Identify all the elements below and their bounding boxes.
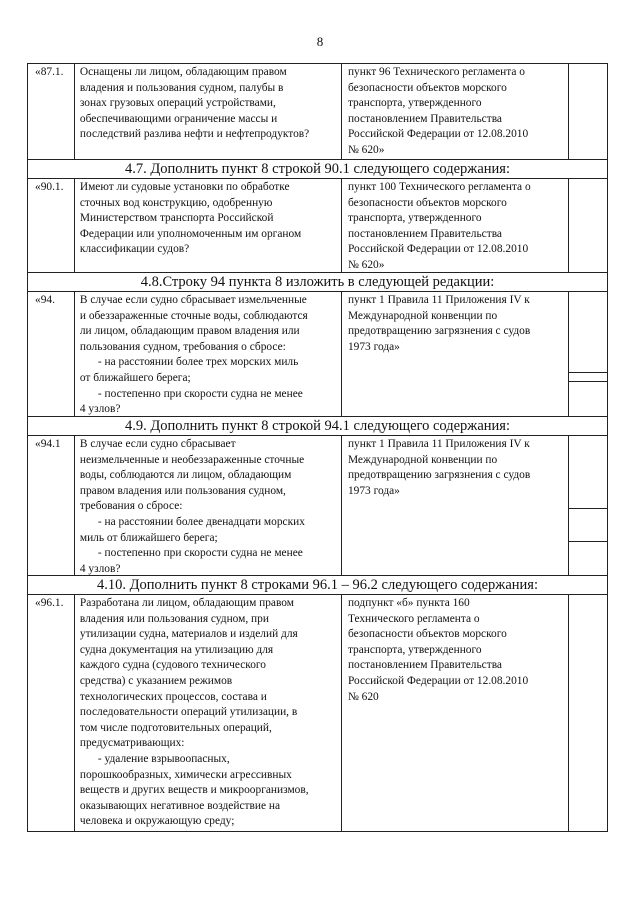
section-heading-4-9: 4.9. Дополнить пункт 8 строкой 94.1 следующего содержания: [27, 417, 608, 435]
reference-line: транспорта, утвержденного [347, 97, 482, 110]
question-line: утилизации судна, материалов и изделий для [79, 628, 298, 641]
reference-line: предотвращению загрязнения с судов [347, 325, 531, 338]
reference-cell [342, 595, 569, 831]
reference-line: предотвращению загрязнения с судов [347, 469, 531, 482]
question-line: том числе подготовительных операций, [79, 721, 272, 734]
question-line: требования о сбросе: [79, 500, 183, 513]
question-line: порошкообразных, химически агрессивных [79, 768, 292, 781]
question-line: правом владения или пользования судном, [79, 484, 286, 497]
reference-line: № 620 [347, 690, 379, 703]
row-number: «90.1. [28, 179, 75, 272]
reference-line: пункт 1 Правила 11 Приложения IV к [347, 438, 530, 450]
question-line: Министерством транспорта Российской [79, 212, 274, 225]
question-cell [75, 595, 342, 831]
question-line: Разработана ли лицом, обладающим правом [79, 597, 294, 609]
reference-line: транспорта, утвержденного [347, 643, 482, 656]
question-line: последовательности операций утилизации, в [79, 706, 298, 719]
answer-cell [569, 179, 607, 272]
reference-line: Международной конвенции по [347, 309, 498, 322]
question-line: и обеззараженные сточные воды, соблюдаются [79, 309, 308, 322]
table-row-94 [27, 291, 608, 417]
reference-cell [342, 292, 569, 416]
page-number: 8 [316, 34, 324, 49]
reference-line: Российской Федерации от 12.08.2010 [347, 128, 529, 141]
question-line: от ближайшего берега; [79, 371, 191, 384]
question-cell [75, 179, 342, 272]
reference-line: Международной конвенции по [347, 453, 498, 466]
checklist-table [27, 63, 608, 832]
question-line: владения или пользования судном, при [79, 612, 269, 625]
question-line: 4 узлов? [79, 562, 121, 575]
question-line: - на расстоянии более трех морских миль [97, 356, 299, 369]
row-number: «94.1 [28, 436, 75, 575]
reference-line: безопасности объектов морского [347, 196, 507, 209]
question-line: человека и окружающую среду; [79, 815, 235, 828]
question-line: - на расстоянии более двенадцати морских [97, 515, 305, 528]
reference-line: постановлением Правительства [347, 659, 502, 672]
reference-line: безопасности объектов морского [347, 81, 507, 94]
table-row-87-1 [27, 63, 608, 160]
question-line: веществ и других веществ и микроорганизмов, [79, 784, 309, 797]
answer-cell [569, 292, 607, 416]
question-line: классификации судов? [79, 243, 190, 256]
question-line: Федерации или уполномоченным им органом [79, 227, 302, 240]
question-line: миль от ближайшего берега; [79, 531, 218, 544]
reference-line: № 620» [347, 258, 385, 271]
reference-line: подпункт «б» пункта 160 [347, 597, 470, 609]
question-line: неизмельченные и необеззараженные сточные [79, 453, 305, 466]
question-line: - постепенно при скорости судна не менее [97, 547, 303, 560]
answer-cell [569, 595, 607, 831]
question-cell [75, 292, 342, 416]
table-row-90-1 [27, 178, 608, 273]
question-line: Оснащены ли лицом, обладающим правом [79, 66, 287, 78]
question-cell [75, 64, 342, 159]
answer-cell [569, 64, 607, 159]
question-line: обеспечивающими ограничение массы и [79, 112, 278, 125]
row-number: «87.1. [28, 64, 75, 159]
question-line: В случае если судно сбрасывает [79, 438, 236, 450]
reference-cell [342, 436, 569, 575]
reference-line: 1973 года» [347, 340, 400, 353]
question-line: сточных вод конструкцию, одобренную [79, 196, 273, 209]
reference-line: безопасности объектов морского [347, 628, 507, 641]
section-heading-4-10: 4.10. Дополнить пункт 8 строками 96.1 – 96.2 следующего содержания: [27, 576, 608, 594]
reference-line: 1973 года» [347, 484, 400, 497]
reference-line: постановлением Правительства [347, 112, 502, 125]
question-line: В случае если судно сбрасывает измельченные [79, 294, 307, 306]
reference-line: пункт 1 Правила 11 Приложения IV к [347, 294, 530, 306]
question-line: технологических процессов, состава и [79, 690, 267, 703]
row-number: «94. [28, 292, 75, 416]
question-line: - удаление взрывоопасных, [97, 752, 230, 765]
table-row-96-1 [27, 594, 608, 832]
question-line: пользования судном, требования о сбросе: [79, 340, 286, 353]
question-line: - постепенно при скорости судна не менее [97, 387, 303, 400]
section-heading-4-7: 4.7. Дополнить пункт 8 строкой 90.1 следующего содержания: [27, 160, 608, 178]
question-cell [75, 436, 342, 575]
question-line: 4 узлов? [79, 403, 121, 416]
reference-cell [342, 179, 569, 272]
answer-cell [569, 436, 607, 575]
table-row-94-1 [27, 435, 608, 576]
reference-line: Технического регламента о [347, 612, 480, 625]
question-line: Имеют ли судовые установки по обработке [79, 181, 290, 193]
reference-line: Российской Федерации от 12.08.2010 [347, 243, 529, 256]
question-line: последствий разлива нефти и нефтепродуктов? [79, 128, 310, 141]
question-line: оказывающих негативное воздействие на [79, 799, 281, 812]
question-line: воды, соблюдаются ли лицом, обладающим [79, 469, 292, 482]
reference-cell [342, 64, 569, 159]
reference-line: пункт 100 Технического регламента о [347, 181, 531, 193]
question-line: судна документация на утилизацию для [79, 643, 274, 656]
question-line: владения и пользования судном, палубы в [79, 81, 284, 94]
question-line: ли лицом, обладающим правом владения или [79, 325, 300, 338]
question-line: зонах грузовых операций устройствами, [79, 97, 276, 110]
row-number: «96.1. [28, 595, 75, 831]
section-heading-4-8: 4.8.Строку 94 пункта 8 изложить в следующей редакции: [27, 273, 608, 291]
question-line: предусматривающих: [79, 737, 185, 750]
question-line: средства) с указанием режимов [79, 674, 233, 687]
reference-line: транспорта, утвержденного [347, 212, 482, 225]
reference-line: постановлением Правительства [347, 227, 502, 240]
question-line: каждого судна (судового технического [79, 659, 266, 672]
reference-line: Российской Федерации от 12.08.2010 [347, 674, 529, 687]
reference-line: № 620» [347, 143, 385, 156]
reference-line: пункт 96 Технического регламента о [347, 66, 525, 78]
